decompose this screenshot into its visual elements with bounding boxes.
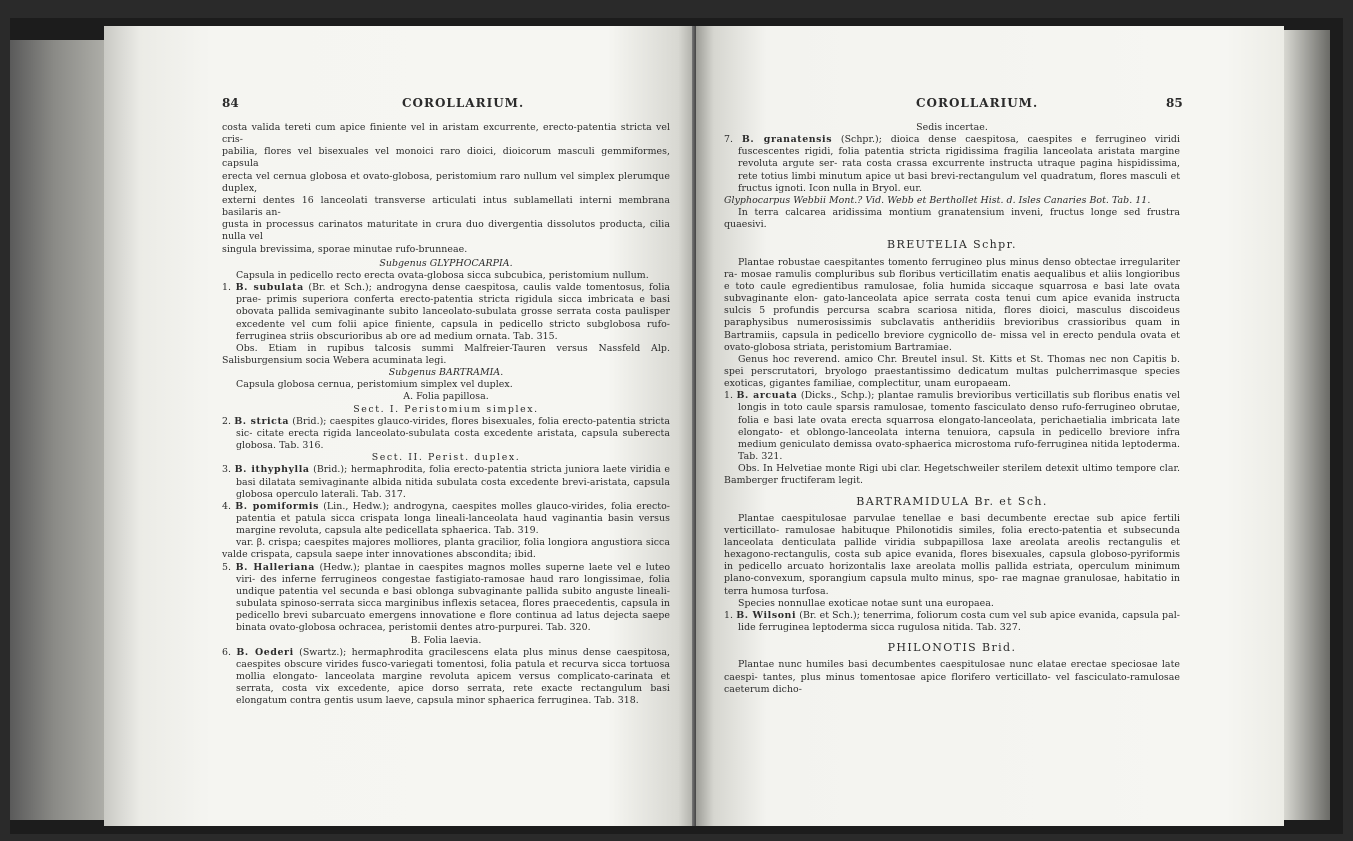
species-subulata: 1. B. subulata (Br. et Sch.); androgyna dense caespitosa, caulis valde tomentosus, folia prae- primis superiora conferta erecto-patentia stricta rigidula sicca imbricata e basi obovata pallida semivaginante subito lanceolato-subulata grosse serrata costa paulisper excedente vel cum folii apice finiente, capsula in pedicello stricto subglobosa rufo-ferruginea striis obscurioribus ab ore ad medium ornata. Tab. 315.	[222, 282, 671, 342]
species-ithyphylla: 3. B. ithyphylla (Brid.); hermaphrodita, folia erecto-patentia stricta juniora laete viridia e basi dilatata semivaginante albida nitida subulata costa excedente brevi-aristata, capsula globosa operculo laterali. Tab. 317.	[222, 464, 670, 500]
intro-line-5: gusta in processus carinatos maturitate in crura duo divergentia dissolutos producta, cilia nulla vel	[222, 219, 670, 243]
intro-line-4: externi dentes 16 lanceolati transverse articulati intus sublamellati interni membrana basilaris an-	[222, 194, 670, 219]
bartramidula-description: Plantae caespitulosae parvulae tenellae e basi decumbente erectae sub apice fertili verticillato- ramulosae habituque Philonotidis similes, folia erecto-patentia et subsecunda lanceolata denticulata pallide viridia subpapillosa laxe areolata areolis rectangulis et hexagono-rectangulis, costa sub apice evanida, flores bisexuales, capsula globoso-pyriformis in pedicello arcuato horizontalis laxe areolata mollis pallida estriata, operculum minimum plano-convexum, sporangium capsula multo minus, spo- rae magnae granulosae, habitatio in terra humosa turfosa.	[724, 512, 1181, 597]
bartramidula-note: Species nonnullae exoticae notae sunt una europaea.	[738, 597, 994, 609]
subgenus-bartramia-desc: Capsula globosa cernua, peristomium simplex vel duplex.	[236, 379, 513, 391]
species-wilsoni: 1. B. Wilsoni (Br. et Sch.); tenerrima, foliorum costa cum vel sub apice evanida, capsula pal- lide ferruginea leptoderma sicca rugulosa nitida. Tab. 327.	[724, 609, 1180, 634]
breutelia-description: Plantae robustae caespitantes tomento ferrugineo plus minus denso obtectae irregulariter ra- mosae ramulis compluribus sub floribus verticillatim enatis aequalibus et aliis longioribus e toto caule egredientibus ramulosae, folia humida siccaque squarrosa e basi late ovata subvaginante elon- gato-lanceolata apice serrata costa tenui cum apice evanida instructa sulcis 5 profundis percursa scabra scariosa nitida, flores dioici, masculus discoideus paraphysibus numerosissimis subclavatis antheridiis brevioribus crassioribus quam in Bartramiis, capsula in pedicello breviore cygnicollo de- missa vel in erecto pendula ovata et ovato-globosa striata, peristomium Bartramiae.	[724, 256, 1181, 353]
intro-line-3: erecta vel cernua globosa et ovato-globosa, peristomium raro nullum vel simplex plerumque duplex,	[222, 170, 670, 194]
obs-arcuata: Obs. In Helvetiae monte Rigi ubi clar. Hegetschweiler sterilem detexit ultimo tempore clar. Bamberger fructiferam legit.	[724, 463, 1180, 487]
intro-line-2: pabilia, flores vel bisexuales vel monoici raro dioici, dioicorum masculi gemmiformes, capsula	[222, 146, 670, 170]
sect-1-heading: Sect. I. Peristomium simplex.	[353, 403, 539, 415]
breutelia-note: Genus hoc reverend. amico Chr. Breutel insul. St. Kitts et St. Thomas nec non Capitis b. spei perscrutatori, bryologo praestantissimo dedicatum multas pulcherrimasque species exoticas, gigantes familiae, complectitur, unam europaeam.	[724, 353, 1180, 390]
right-page	[696, 26, 1284, 826]
right-page-edges	[1284, 30, 1330, 820]
genus-bartramidula: BARTRAMIDULA Br. et Sch.	[856, 494, 1048, 508]
left-page	[104, 26, 696, 826]
species-granatensis: 7. B. granatensis (Schpr.); dioica dense caespitosa, caespites e ferrugineo viridi fuscescentes rigidi, folia patentia stricta rigidissima fragilia lanceolata aristata margine revoluta argute ser- rata costa crassa excurrente instructa utraque pagina hispidissima, rete totius limbi minutum apice ut basi brevi-rectangulum vel quadratum, flores masculi et fructus ignoti. Icon nulla in Bryol. eur.	[724, 134, 1181, 194]
subgenus-glyphocarpia: Subgenus GLYPHOCARPIA.	[379, 257, 513, 269]
right-text-block	[724, 122, 1180, 696]
sedis-incertae: Sedis incertae.	[916, 122, 988, 133]
subgenus-glyphocarpia-desc: Capsula in pedicello recto erecta ovata-globosa sicca subcubica, peristomium nullum.	[236, 269, 649, 281]
genus-breutelia: BREUTELIA Schpr.	[887, 238, 1017, 252]
left-running-head: COROLLARIUM.	[402, 96, 525, 110]
glyphocarpus-webbii: Glyphocarpus Webbii Mont.? Vid. Webb et Berthollet Hist. d. Isles Canaries Bot. Tab. 11.	[724, 194, 1151, 206]
philonotis-description: Plantae nunc humiles basi decumbentes caespitulosae nunc elatae erectae speciosae late caespi- tantes, plus minus tomentosae apice florifero verticillato- vel fasciculato-ramulosae caeterum dicho-	[724, 659, 1180, 695]
species-arcuata: 1. B. arcuata (Dicks., Schp.); plantae ramulis brevioribus verticillatis sub floribus enatis vel longis in toto caule sparsis ramulosae, tomento fasciculato denso rufo-ferrugineo obrutae, folia e basi late ovata erecta squarrosa elongato-lanceolata, perichaetialia imbricata late elongato- et oblongo-lanceolata interna tenuiora, capsula in pedicello breviore infra medium geniculato demissa ovato-sphaerica microstoma rufo-ferruginea nitida leptoderma. Tab. 321.	[724, 390, 1180, 463]
genus-philonotis: PHILONOTIS Brid.	[887, 641, 1017, 655]
group-b-heading: B. Folia laevia.	[410, 634, 482, 646]
species-halleriana: 5. B. Halleriana (Hedw.); plantae in caespites magnos molles superne laete vel e luteo viri- des inferne ferrugineos congestae fastigiato-ramosae haud raro longissimae, folia undique patentia vel secunda e basi oblonga subvaginante pallida subito anguste lineali-subulata spinoso-serrata sicca marginibus inflexis setacea, flores praecedentis, capsula in pedicello brevi subarcuato emergens innovatione e flore continua ad latus dejecta saepe binata ovato-globosa ochracea, peristomii dentes atro-purpurei. Tab. 320.	[222, 561, 671, 634]
right-page-number: 85	[1166, 96, 1183, 110]
sect-2-heading: Sect. II. Perist. duplex.	[371, 452, 521, 464]
intro-line-1: costa valida tereti cum apice finiente vel in aristam excurrente, erecto-patentia stricta vel cris-	[222, 122, 670, 146]
species-stricta: 2. B. stricta (Brid.); caespites glauco-virides, flores bisexuales, folia erecto-patentia stricta sic- citate erecta rigida lanceolato-subulata costa excedente aristata, capsula suberecta globosa. Tab. 316.	[222, 415, 671, 452]
left-page-number: 84	[222, 96, 239, 110]
obs-subulata: Obs. Etiam in rupibus talcosis summi Malfreier-Tauren versus Nassfeld Alp. Salisburgensium socia Webera acuminata legi.	[222, 342, 670, 366]
left-text-block	[222, 122, 670, 708]
variety-crispa: var. β. crispa; caespites majores molliores, planta gracilior, folia longiora angustiora sicca valde crispata, capsula saepe inter innovationes abscondita; ibid.	[222, 537, 670, 561]
group-a-heading: A. Folia papillosa.	[403, 391, 489, 403]
species-pomiformis: 4. B. pomiformis (Lin., Hedw.); androgyna, caespites molles glauco-virides, folia erecto-patentia et patula sicca crispata longa lineali-lanceolata haud vaginantia basin versus margine revoluta, capsula alte pedicellata sphaerica. Tab. 319.	[222, 500, 671, 537]
species-oederi: 6. B. Oederi (Swartz.); hermaphrodita gracilescens elata plus minus dense caespitosa, caespites obscure virides fusco-variegati tomentosi, folia patula et recurva sicca tortuosa mollia elongato- lanceolata margine revoluta apicem versus complicato-carinata et serrata, costa vix excedente, apice dorso serrata, rete exacte rectangulum basi elongatum contra gentis usum laeve, capsula minor sphaerica ferruginea. Tab. 318.	[222, 646, 671, 707]
granatensis-obs: In terra calcarea aridissima montium granatensium inveni, fructus longe sed frustra quaesivi.	[724, 207, 1180, 231]
subgenus-bartramia: Subgenus BARTRAMIA.	[388, 367, 504, 379]
intro-line-6: singula brevissima, sporae minutae rufo-brunneae.	[222, 243, 468, 255]
right-running-head: COROLLARIUM.	[916, 96, 1039, 110]
